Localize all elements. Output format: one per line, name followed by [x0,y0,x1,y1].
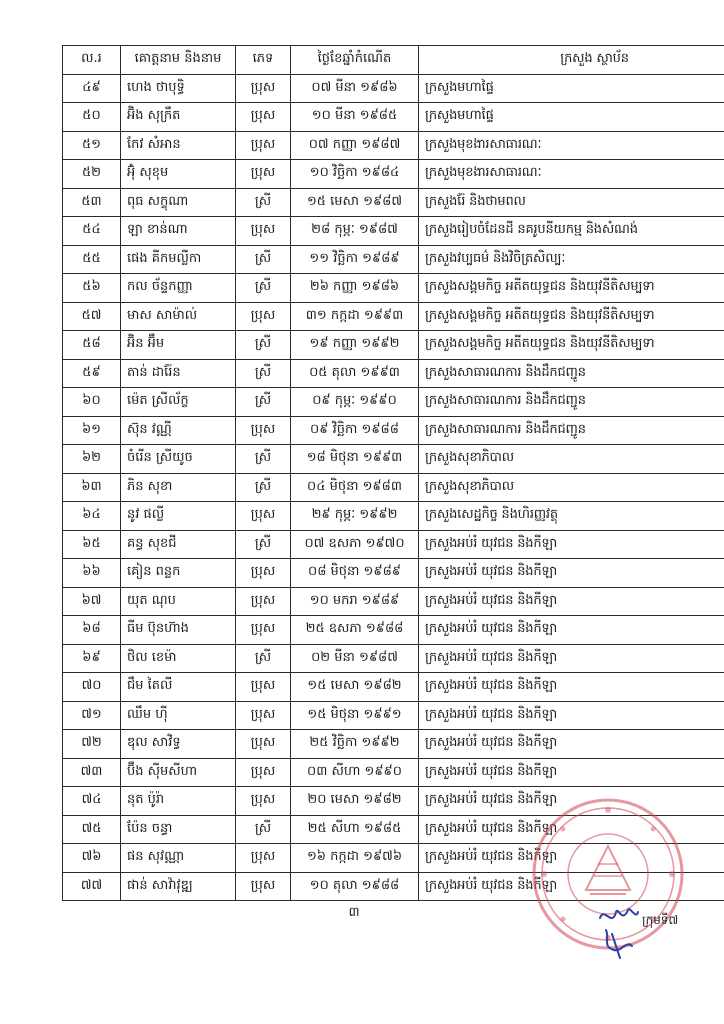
cell-sex: ស្រី [236,188,291,217]
cell-ministry: ក្រសួងមុខងារសាធារណៈ [419,131,724,160]
cell-sex: ស្រី [236,388,291,417]
cell-sex: ប្រុស [236,416,291,445]
cell-ministry: ក្រសួងអប់រំ យុវជន និងកីឡា [419,673,724,702]
cell-name: អ៊ិន អ៊ឹម [121,331,236,360]
cell-name: ថិល ខេម៉ា [121,644,236,673]
cell-sex: ប្រុស [236,217,291,246]
cell-ministry: ក្រសួងអប់រំ យុវជន និងកីឡា [419,616,724,645]
cell-birthdate: ២៩ កុម្ភៈ ១៩៩២ [291,502,419,531]
cell-name: អ៊ិង សុក្រឹត [121,103,236,132]
cell-ministry: ក្រសួងមហាផ្ទៃ [419,74,724,103]
cell-number: ៥២ [63,160,121,189]
cell-birthdate: ២៦ កញ្ញា ១៩៨៦ [291,274,419,303]
cell-birthdate: ២៨ កុម្ភៈ ១៩៨៧ [291,217,419,246]
cell-birthdate: ១១ វិច្ឆិកា ១៩៨៩ [291,245,419,274]
header-name: គោត្តនាម និងនាម [121,46,236,75]
cell-sex: ប្រុស [236,131,291,160]
cell-sex: ប្រុស [236,302,291,331]
cell-birthdate: ០៩ កុម្ភៈ ១៩៩០ [291,388,419,417]
cell-sex: ប្រុស [236,730,291,759]
table-row [63,302,724,331]
cell-name: អ៊ុំ សុខុម [121,160,236,189]
cell-sex: ស្រី [236,473,291,502]
cell-number: ៧២ [63,730,121,759]
table-row [63,388,724,417]
cell-sex: ស្រី [236,331,291,360]
header-ministry: ក្រសួង ស្ថាប័ន [419,46,724,75]
cell-number: ៥៦ [63,274,121,303]
header-number: ល.រ [63,46,121,75]
cell-number: ៥៥ [63,245,121,274]
cell-ministry: ក្រសួងសុខាភិបាល [419,445,724,474]
cell-number: ៦៦ [63,559,121,588]
cell-birthdate: ២០ មេសា ១៩៨២ [291,787,419,816]
cell-ministry: ក្រសួងអប់រំ យុវជន និងកីឡា [419,530,724,559]
cell-birthdate: ១៩ កញ្ញា ១៩៩២ [291,331,419,360]
table-row [63,245,724,274]
cell-number: ៧០ [63,673,121,702]
cell-birthdate: ១៥ មេសា ១៩៨៧ [291,188,419,217]
cell-sex: ប្រុស [236,502,291,531]
cell-ministry: ក្រសួងអប់រំ យុវជន និងកីឡា [419,730,724,759]
cell-ministry: ក្រសួងអប់រំ យុវជន និងកីឡា [419,644,724,673]
cell-name: ជឹម តៃលី [121,673,236,702]
cell-name: ផាន់ សាវ៉ាវុឌ្ឍ [121,872,236,901]
cell-birthdate: ០៧ ឧសភា ១៩៧០ [291,530,419,559]
cell-number: ៦៨ [63,616,121,645]
cell-number: ៥០ [63,103,121,132]
cell-ministry: ក្រសួងអប់រំ យុវជន និងកីឡា [419,787,724,816]
cell-ministry: ក្រសួងអប់រំ យុវជន និងកីឡា [419,815,724,844]
page-number: ៣ [348,905,360,920]
cell-number: ៥១ [63,131,121,160]
cell-name: ម៉េត ស្រីល័ក្ខ [121,388,236,417]
cell-ministry: ក្រសួងអប់រំ យុវជន និងកីឡា [419,587,724,616]
table-row [63,359,724,388]
cell-birthdate: ១០ តុលា ១៩៨៨ [291,872,419,901]
cell-ministry: ក្រសួងអប់រំ យុវជន និងកីឡា [419,872,724,901]
cell-birthdate: ២៥ វិច្ឆិកា ១៩៩២ [291,730,419,759]
cell-ministry: ក្រសួងសាធារណការ និងដឹកជញ្ជូន [419,359,724,388]
cell-birthdate: ២៥ សីហា ១៩៨៥ [291,815,419,844]
table-row [63,559,724,588]
table-row [63,701,724,730]
cell-number: ៤៩ [63,74,121,103]
personnel-table [62,45,724,901]
cell-ministry: ក្រសួងមុខងារសាធារណៈ [419,160,724,189]
cell-birthdate: ៣១ កក្កដា ១៩៩៣ [291,302,419,331]
cell-name: ប៊ឹង ស៊ីមសីហា [121,758,236,787]
cell-number: ៧៥ [63,815,121,844]
cell-ministry: ក្រសួងសាធារណការ និងដឹកជញ្ជូន [419,388,724,417]
cell-number: ៥៤ [63,217,121,246]
cell-birthdate: ១០ មីនា ១៩៨៥ [291,103,419,132]
cell-name: ឌុល សាវិទ្ធ [121,730,236,759]
table-row [63,131,724,160]
cell-number: ៦៧ [63,587,121,616]
table-header-row [63,46,724,75]
cell-number: ៦០ [63,388,121,417]
cell-birthdate: ០២ មីនា ១៩៨៧ [291,644,419,673]
header-birthdate: ថ្ងៃខែឆ្នាំកំណើត [291,46,419,75]
cell-sex: ប្រុស [236,673,291,702]
cell-birthdate: ១០ វិច្ឆិកា ១៩៨៤ [291,160,419,189]
table-body [63,74,724,901]
cell-name: ឡា ខាន់ណា [121,217,236,246]
cell-name: ភិន សុខា [121,473,236,502]
cell-number: ៦២ [63,445,121,474]
cell-birthdate: ០៣ សីហា ១៩៩០ [291,758,419,787]
cell-sex: ស្រី [236,359,291,388]
cell-name: ពុធ សក្ខុណា [121,188,236,217]
cell-number: ៦៥ [63,530,121,559]
cell-birthdate: ១៥ មិថុនា ១៩៩១ [291,701,419,730]
table-row [63,416,724,445]
table-row [63,758,724,787]
cell-birthdate: ០៧ មីនា ១៩៨៦ [291,74,419,103]
cell-ministry: ក្រសួងរ៉ែ និងថាមពល [419,188,724,217]
table-row [63,217,724,246]
cell-sex: ប្រុស [236,74,291,103]
cell-birthdate: ០៤ មិថុនា ១៩៨៣ [291,473,419,502]
cell-name: កល ច័ន្ទកញ្ញា [121,274,236,303]
cell-sex: ប្រុស [236,844,291,873]
table-row [63,74,724,103]
cell-name: កែវ សំអាន [121,131,236,160]
cell-ministry: ក្រសួងសង្គមកិច្ច អតីតយុទ្ធជន និងយុវនីតិសម្បទា [419,331,724,360]
cell-birthdate: ១៦ កក្កដា ១៩៧៦ [291,844,419,873]
table-row [63,530,724,559]
table-row [63,103,724,132]
cell-sex: ប្រុស [236,103,291,132]
cell-birthdate: ០៥ តុលា ១៩៩៣ [291,359,419,388]
cell-ministry: ក្រសួងសុខាភិបាល [419,473,724,502]
cell-name: មាស សាម៉ាល់ [121,302,236,331]
cell-ministry: ក្រសួងអប់រំ យុវជន និងកីឡា [419,758,724,787]
cell-number: ៥៨ [63,331,121,360]
cell-number: ៦៤ [63,502,121,531]
signature-name: ក្រុមទី៧ [642,913,679,927]
cell-name: ធីម ប៊ុនហ៊ាង [121,616,236,645]
cell-ministry: ក្រសួងអប់រំ យុវជន និងកីឡា [419,844,724,873]
cell-number: ៥៩ [63,359,121,388]
cell-number: ៦១ [63,416,121,445]
table-row [63,331,724,360]
cell-sex: ស្រី [236,274,291,303]
cell-name: ប៉ែន ចន្ធា [121,815,236,844]
cell-sex: ស្រី [236,445,291,474]
cell-ministry: ក្រសួងរៀបចំដែនដី នគរូបនីយកម្ម និងសំណង់ [419,217,724,246]
cell-birthdate: ០៨ មិថុនា ១៩៨៩ [291,559,419,588]
cell-ministry: ក្រសួងវប្បធម៌ និងវិចិត្រសិល្បៈ [419,245,724,274]
cell-number: ៧៣ [63,758,121,787]
cell-name: ផេង គីកមល្លីកា [121,245,236,274]
table-row [63,730,724,759]
cell-number: ៧៧ [63,872,121,901]
table-row [63,274,724,303]
cell-number: ៥៣ [63,188,121,217]
cell-sex: ស្រី [236,245,291,274]
cell-sex: ស្រី [236,644,291,673]
table-row [63,188,724,217]
cell-sex: ប្រុស [236,872,291,901]
cell-name: តាន់ ដារ៉ែន [121,359,236,388]
signature-mark-icon [592,900,652,960]
table-row [63,673,724,702]
table-row [63,445,724,474]
cell-sex: ប្រុស [236,587,291,616]
cell-name: ផន សុវណ្ណា [121,844,236,873]
cell-ministry: ក្រសួងមហាផ្ទៃ [419,103,724,132]
cell-ministry: ក្រសួងអប់រំ យុវជន និងកីឡា [419,701,724,730]
cell-number: ៧៤ [63,787,121,816]
cell-sex: ប្រុស [236,559,291,588]
cell-ministry: ក្រសួងសេដ្ឋកិច្ច និងហិរញ្ញវត្ថុ [419,502,724,531]
cell-name: គន្ធ សុខជី [121,530,236,559]
cell-name: ចំរើន ស្រីយូច [121,445,236,474]
cell-birthdate: ០៩ វិច្ឆិកា ១៩៨៨ [291,416,419,445]
cell-name: ស៊ុន វណ្ណី [121,416,236,445]
cell-name: ហេង ថាបុទ្ធិ [121,74,236,103]
table-row [63,502,724,531]
cell-name: យុត ណុប [121,587,236,616]
cell-name: គៀន ពន្លក [121,559,236,588]
table-row [63,160,724,189]
cell-sex: ប្រុស [236,758,291,787]
table-row [63,644,724,673]
cell-birthdate: ២៥ ឧសភា ១៩៨៨ [291,616,419,645]
cell-number: ៦៩ [63,644,121,673]
cell-number: ៧១ [63,701,121,730]
table-row [63,587,724,616]
cell-name: ឈឹម ហ៊ី [121,701,236,730]
table-row [63,473,724,502]
cell-name: នូវ ផល្លី [121,502,236,531]
table-row [63,616,724,645]
cell-number: ៥៧ [63,302,121,331]
cell-number: ៦៣ [63,473,121,502]
cell-sex: ស្រី [236,815,291,844]
cell-number: ៧៦ [63,844,121,873]
cell-birthdate: ១៥ មេសា ១៩៨២ [291,673,419,702]
cell-birthdate: ១៨ មិថុនា ១៩៩៣ [291,445,419,474]
cell-birthdate: ១០ មករា ១៩៨៩ [291,587,419,616]
cell-birthdate: ០៧ កញ្ញា ១៩៨៧ [291,131,419,160]
cell-sex: ប្រុស [236,160,291,189]
cell-sex: ប្រុស [236,701,291,730]
cell-ministry: ក្រសួងអប់រំ យុវជន និងកីឡា [419,559,724,588]
header-sex: ភេទ [236,46,291,75]
cell-ministry: ក្រសួងសង្គមកិច្ច អតីតយុទ្ធជន និងយុវនីតិសម្បទា [419,302,724,331]
cell-ministry: ក្រសួងសាធារណការ និងដឹកជញ្ជូន [419,416,724,445]
cell-sex: ប្រុស [236,787,291,816]
cell-name: នុត ប៉ូរ៉ា [121,787,236,816]
cell-sex: ស្រី [236,530,291,559]
cell-sex: ប្រុស [236,616,291,645]
cell-ministry: ក្រសួងសង្គមកិច្ច អតីតយុទ្ធជន និងយុវនីតិសម្បទា [419,274,724,303]
